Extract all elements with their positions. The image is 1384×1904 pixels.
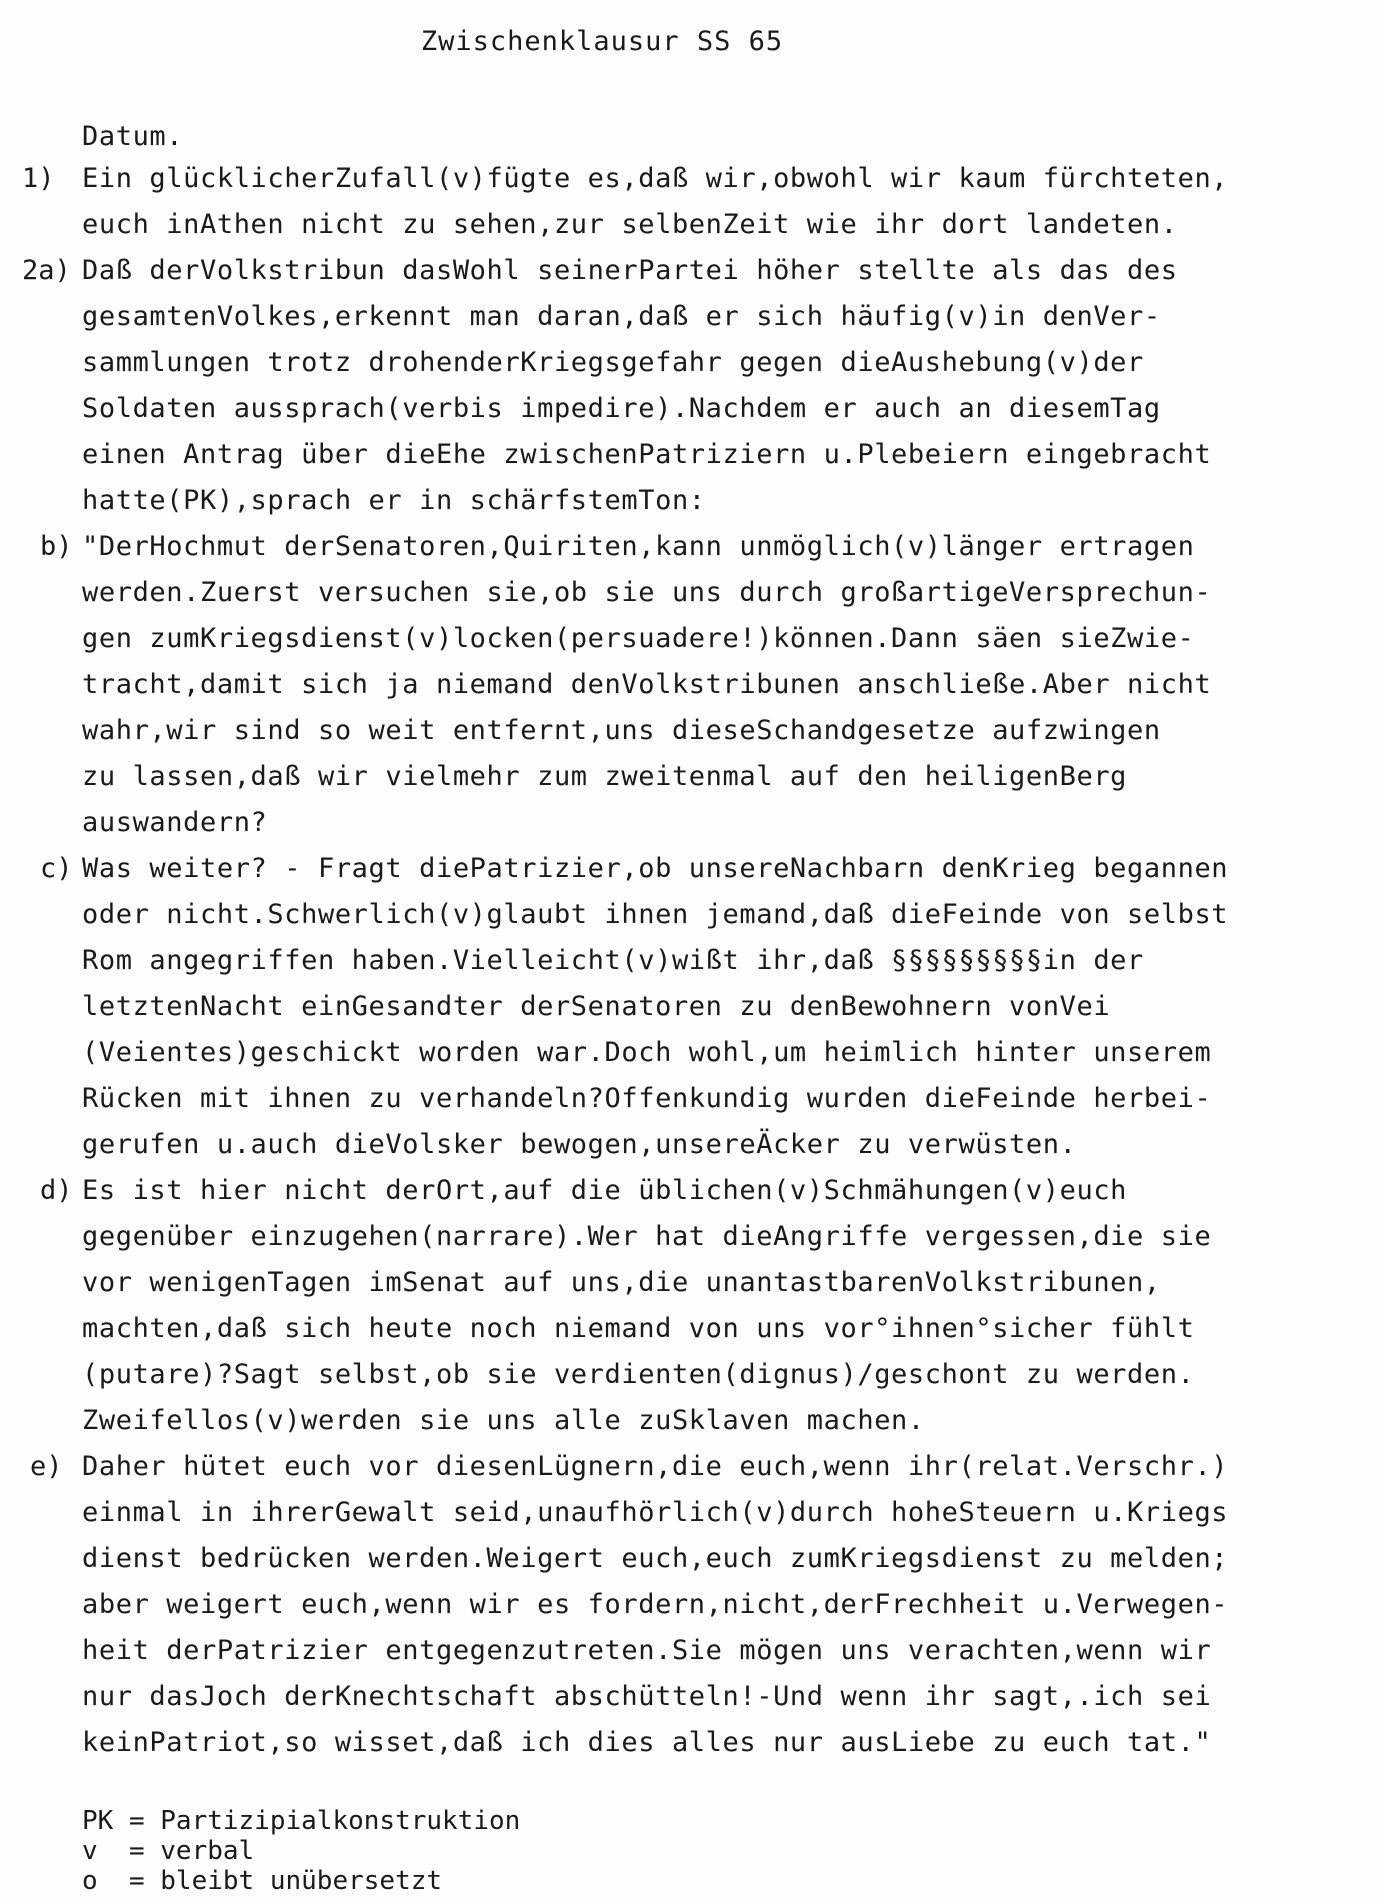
text-line: Zweifellos(v)werden sie uns alle zuSklaven machen.	[82, 1405, 925, 1436]
section-marker-e: e)	[30, 1451, 63, 1482]
text-line: euch inAthen nicht zu sehen,zur selbenZeit wie ihr dort landeten.	[82, 209, 1178, 240]
page-title: Zwischenklausur SS 65	[420, 26, 784, 57]
text-line: Ein glücklicherZufall(v)fügte es,daß wir,obwohl wir kaum fürchteten,	[82, 163, 1229, 194]
legend-line: PK = Partizipialkonstruktion	[82, 1806, 521, 1836]
text-line: (putare)?Sagt selbst,ob sie verdienten(dignus)/geschont zu werden.	[82, 1359, 1195, 1390]
section-marker-1: 1)	[22, 163, 55, 194]
date-label: Datum.	[82, 121, 184, 152]
section-marker-d: d)	[40, 1175, 73, 1206]
text-line: dienst bedrücken werden.Weigert euch,euch zumKriegsdienst zu melden;	[82, 1543, 1229, 1574]
section-marker-c: c)	[40, 853, 73, 884]
text-line: wahr,wir sind so weit entfernt,uns dieseSchandgesetze aufzwingen	[82, 715, 1161, 746]
text-line: sammlungen trotz drohenderKriegsgefahr gegen dieAushebung(v)der	[82, 347, 1144, 378]
text-line: oder nicht.Schwerlich(v)glaubt ihnen jemand,daß dieFeinde von selbst	[82, 899, 1229, 930]
text-line: zu lassen,daß wir vielmehr zum zweitenmal auf den heiligenBerg	[82, 761, 1128, 792]
text-line: einmal in ihrerGewalt seid,unaufhörlich(v)durch hoheSteuern u.Kriegs	[82, 1497, 1229, 1528]
text-line: nur dasJoch derKnechtschaft abschütteln!-Und wenn ihr sagt,.ich sei	[82, 1681, 1212, 1712]
text-line: Daher hütet euch vor diesenLügnern,die euch,wenn ihr(relat.Verschr.)	[82, 1451, 1229, 1482]
text-line: gesamtenVolkes,erkennt man daran,daß er sich häufig(v)in denVer-	[82, 301, 1161, 332]
text-line: Soldaten aussprach(verbis impedire).Nachdem er auch an diesemTag	[82, 393, 1161, 424]
text-line: letztenNacht einGesandter derSenatoren zu denBewohnern vonVei	[82, 991, 1111, 1022]
text-line: hatte(PK),sprach er in schärfstemTon:	[82, 485, 706, 516]
text-line: machten,daß sich heute noch niemand von uns vor°ihnen°sicher fühlt	[82, 1313, 1195, 1344]
text-line: werden.Zuerst versuchen sie,ob sie uns durch großartigeVersprechun-	[82, 577, 1212, 608]
text-line: tracht,damit sich ja niemand denVolkstribunen anschließe.Aber nicht	[82, 669, 1212, 700]
text-line: gen zumKriegsdienst(v)locken(persuadere!)können.Dann säen sieZwie-	[82, 623, 1195, 654]
text-line: vor wenigenTagen imSenat auf uns,die unantastbarenVolkstribunen,	[82, 1267, 1161, 1298]
text-line: keinPatriot,so wisset,daß ich dies alles nur ausLiebe zu euch tat."	[82, 1727, 1212, 1758]
text-line: gegenüber einzugehen(narrare).Wer hat dieAngriffe vergessen,die sie	[82, 1221, 1212, 1252]
text-line: "DerHochmut derSenatoren,Quiriten,kann unmöglich(v)länger ertragen	[82, 531, 1195, 562]
text-line: (Veientes)geschickt worden war.Doch wohl,um heimlich hinter unserem	[82, 1037, 1212, 1068]
text-line: Was weiter? - Fragt diePatrizier,ob unsereNachbarn denKrieg begannen	[82, 853, 1229, 884]
legend-line: o = bleibt unübersetzt	[82, 1866, 443, 1896]
section-marker-b: b)	[40, 531, 73, 562]
text-line: aber weigert euch,wenn wir es fordern,nicht,derFrechheit u.Verwegen-	[82, 1589, 1229, 1620]
text-line: einen Antrag über dieEhe zwischenPatriziern u.Plebeiern eingebracht	[82, 439, 1212, 470]
text-line: auswandern?	[82, 807, 268, 838]
text-line: Rücken mit ihnen zu verhandeln?Offenkundig wurden dieFeinde herbei-	[82, 1083, 1212, 1114]
text-line: Es ist hier nicht derOrt,auf die üblichen(v)Schmähungen(v)euch	[82, 1175, 1128, 1206]
text-line: gerufen u.auch dieVolsker bewogen,unsereÄcker zu verwüsten.	[82, 1129, 1077, 1160]
section-marker-2a: 2a)	[22, 255, 71, 286]
legend-line: v = verbal	[82, 1836, 255, 1866]
text-line: heit derPatrizier entgegenzutreten.Sie mögen uns verachten,wenn wir	[82, 1635, 1212, 1666]
text-line: Rom angegriffen haben.Vielleicht(v)wißt ihr,daß §§§§§§§§§in der	[82, 945, 1144, 976]
text-line: Daß derVolkstribun dasWohl seinerPartei höher stellte als das des	[82, 255, 1178, 286]
